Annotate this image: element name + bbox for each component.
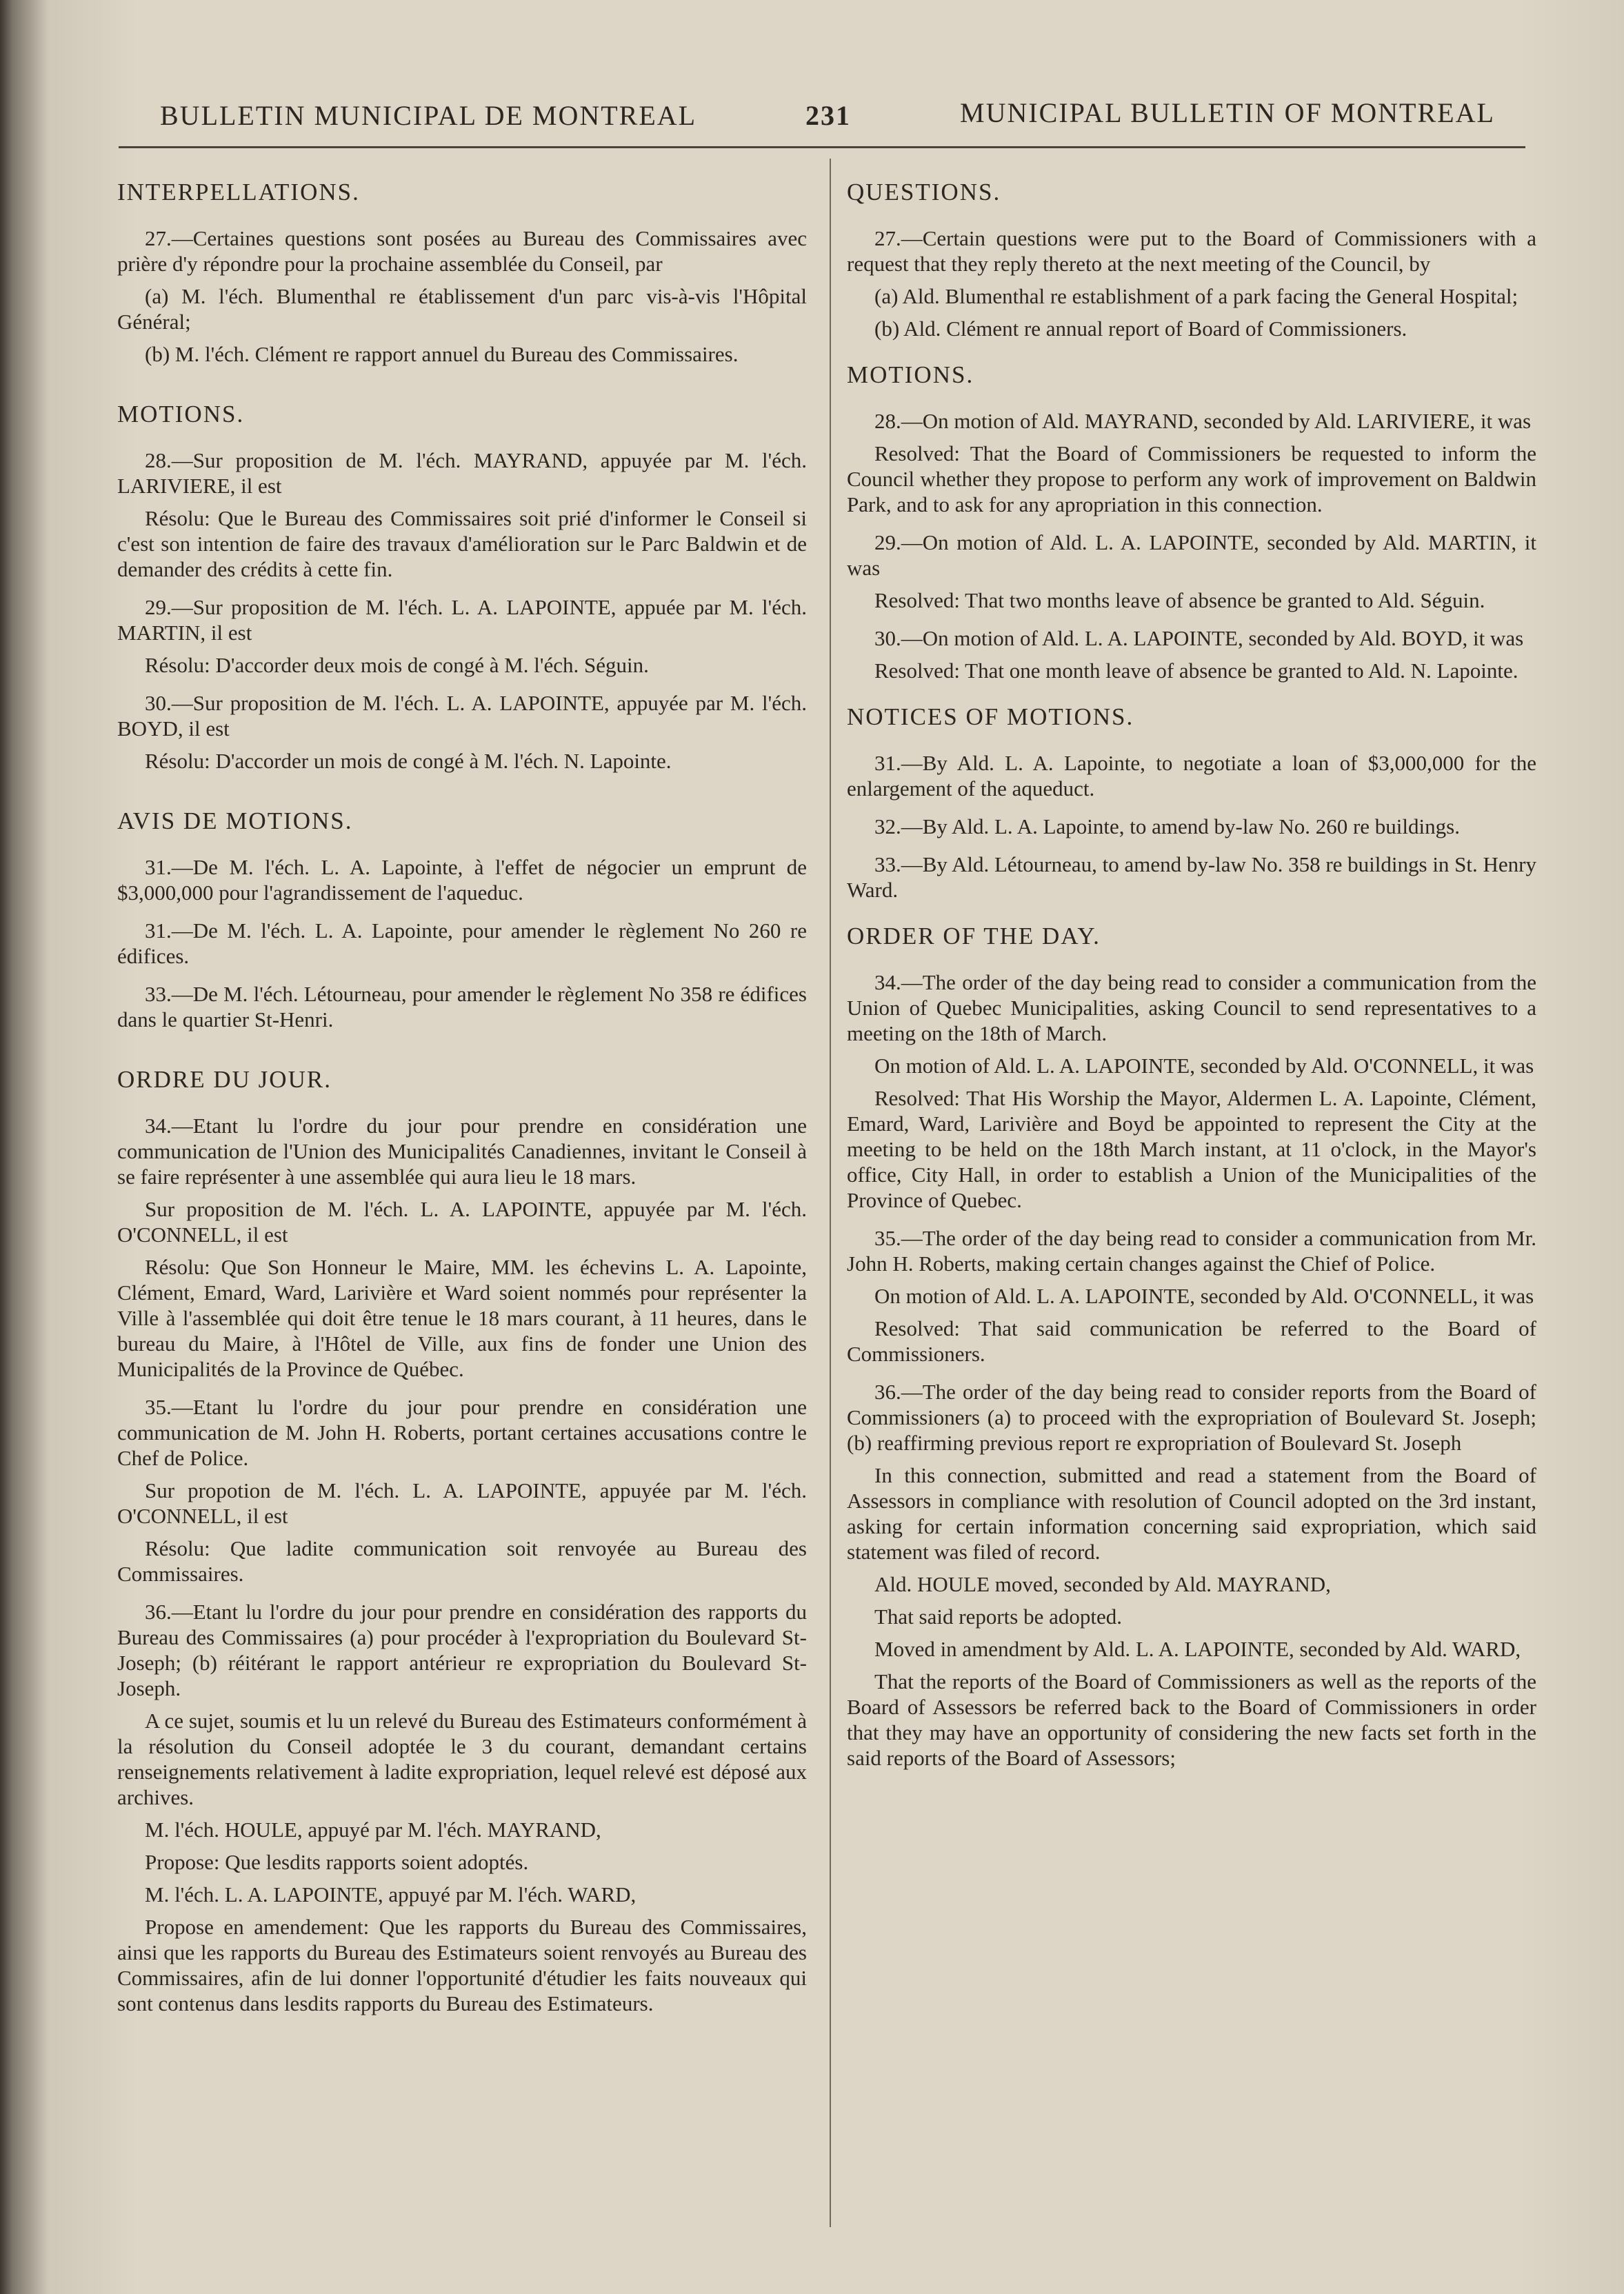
paragraph: Ald. HOULE moved, seconded by Ald. MAYRAND, xyxy=(874,1572,1331,1596)
paragraph: M. l'éch. L. A. LAPOINTE, appuyé par M. l'éch. WARD, xyxy=(145,1882,636,1906)
paragraph: In this connection, submitted and read a statement from the Board of Assessors in compliance with resolution of Council adopted on the 3rd instant, asking for certain information concerning said expropriation, which said statement was filed of record. xyxy=(847,1463,1536,1564)
paragraph: 35.—Etant lu l'ordre du jour pour prendre en considération une communication de M. John H. Roberts, portant certaines accusations contre le Chef de Police. xyxy=(117,1395,807,1470)
section-heading: INTERPELLATIONS. xyxy=(117,179,360,205)
section-heading: QUESTIONS. xyxy=(847,179,1001,205)
paragraph: Resolved: That His Worship the Mayor, Aldermen L. A. Lapointe, Clément, Emard, Ward, Larivière and Boyd be appointed to represent the City at the meeting to be held on the 18th March instant, at 11 o'clock, in the Mayor's office, City Hall, in order to establish a Union of the Municipalities of the Province of Quebec. xyxy=(847,1086,1536,1212)
paragraph: On motion of Ald. L. A. LAPOINTE, seconded by Ald. O'CONNELL, it was xyxy=(874,1284,1534,1308)
paragraph: Résolu: Que ladite communication soit renvoyée au Bureau des Commissaires. xyxy=(117,1536,807,1586)
paragraph: 32.—By Ald. L. A. Lapointe, to amend by-law No. 260 re buildings. xyxy=(874,814,1460,838)
paragraph: 33.—By Ald. Létourneau, to amend by-law No. 358 re buildings in St. Henry Ward. xyxy=(847,852,1537,902)
paragraph: Resolved: That one month leave of absence be granted to Ald. N. Lapointe. xyxy=(874,658,1518,683)
paragraph: Resolved: That two months leave of absence be granted to Ald. Séguin. xyxy=(874,588,1485,612)
section-heading: NOTICES OF MOTIONS. xyxy=(847,703,1134,730)
paragraph: 28.—On motion of Ald. MAYRAND, seconded by Ald. LARIVIERE, it was xyxy=(874,409,1532,433)
paragraph: M. l'éch. HOULE, appuyé par M. l'éch. MAYRAND, xyxy=(145,1818,601,1842)
paragraph: 28.—Sur proposition de M. l'éch. MAYRAND, appuyée par M. l'éch. LARIVIERE, il est xyxy=(117,448,807,498)
paragraph: A ce sujet, soumis et lu un relevé du Bureau des Estimateurs conformément à la résolution du Conseil adoptée le 3 du courant, demandant certains renseignements relativement à ladite expropriation, lequel relevé est déposé aux archives. xyxy=(117,1709,807,1809)
paragraph: Sur proposition de M. l'éch. L. A. LAPOINTE, appuyée par M. l'éch. O'CONNELL, il est xyxy=(117,1197,807,1247)
paragraph: Résolu: Que Son Honneur le Maire, MM. les échevins L. A. Lapointe, Clément, Emard, Ward, Larivière et Ward soient nommés pour représenter la Ville à l'assemblée qui doit être tenue le 18 mars courant, à 11 heures, dans le bureau du Maire, à l'Hôtel de Ville, aux fins de fonder une Union des Municipalités de la Province de Québec. xyxy=(117,1255,807,1381)
paragraph: 33.—De M. l'éch. Létourneau, pour amender le règlement No 358 re édifices dans le quartier St-Henri. xyxy=(117,982,807,1032)
paragraph: 31.—De M. l'éch. L. A. Lapointe, à l'effet de négocier un emprunt de $3,000,000 pour l'agrandissement de l'aqueduc. xyxy=(117,855,807,905)
section-heading: ORDER OF THE DAY. xyxy=(847,923,1101,949)
paragraph: Résolu: D'accorder deux mois de congé à M. l'éch. Séguin. xyxy=(145,653,649,677)
paragraph: (a) M. l'éch. Blumenthal re établissement d'un parc vis-à-vis l'Hôpital Général; xyxy=(117,284,807,334)
paragraph: Moved in amendment by Ald. L. A. LAPOINTE, seconded by Ald. WARD, xyxy=(874,1637,1521,1661)
paragraph: 35.—The order of the day being read to consider a communication from Mr. John H. Roberts, making certain changes against the Chief of Police. xyxy=(847,1226,1536,1276)
paragraph: On motion of Ald. L. A. LAPOINTE, seconded by Ald. O'CONNELL, it was xyxy=(874,1054,1534,1078)
paragraph: 27.—Certain questions were put to the Board of Commissioners with a request that they reply thereto at the next meeting of the Council, by xyxy=(847,226,1536,276)
paragraph: 34.—Etant lu l'ordre du jour pour prendre en considération une communication de l'Union des Municipalités Canadiennes, invitant le Conseil à se faire représenter à une assemblée qui aura lieu le 18 mars. xyxy=(117,1114,807,1189)
paragraph: Resolved: That the Board of Commissioners be requested to inform the Council whether they propose to perform any work of improvement on Baldwin Park, and to ask for any apropriation in this connection. xyxy=(847,441,1536,516)
page-header xyxy=(0,91,1624,132)
paragraph: Résolu: D'accorder un mois de congé à M. l'éch. N. Lapointe. xyxy=(145,749,672,773)
column-divider xyxy=(830,159,831,2227)
english-column xyxy=(847,165,1536,1778)
paragraph: 34.—The order of the day being read to consider a communication from the Union of Quebec Municipalities, asking Council to send representatives to a meeting on the 18th of March. xyxy=(847,970,1536,1045)
paragraph: 31.—De M. l'éch. L. A. Lapointe, pour amender le règlement No 260 re édifices. xyxy=(117,918,807,968)
paragraph: 31.—By Ald. L. A. Lapointe, to negotiate a loan of $3,000,000 for the enlargement of the aqueduct. xyxy=(847,751,1536,801)
paragraph: (b) Ald. Clément re annual report of Board of Commissioners. xyxy=(874,316,1407,341)
paragraph: (a) Ald. Blumenthal re establishment of a park facing the General Hospital; xyxy=(874,284,1518,308)
paragraph: That said reports be adopted. xyxy=(874,1604,1122,1629)
french-column xyxy=(117,165,807,2023)
paragraph: 29.—On motion of Ald. L. A. LAPOINTE, seconded by Ald. MARTIN, it was xyxy=(847,530,1536,580)
paragraph: 30.—On motion of Ald. L. A. LAPOINTE, seconded by Ald. BOYD, it was xyxy=(874,626,1524,650)
paragraph: That the reports of the Board of Commissioners as well as the reports of the Board of Assessors be referred back to the Board of Commissioners in order that they may have an opportunity of considering the new facts set forth in the said reports of the Board of Assessors; xyxy=(847,1669,1536,1770)
header-right-title: MUNICIPAL BULLETIN OF MONTREAL xyxy=(960,97,1495,128)
paragraph: Propose: Que lesdits rapports soient adoptés. xyxy=(145,1850,529,1874)
header-left-title: BULLETIN MUNICIPAL DE MONTREAL xyxy=(160,100,697,131)
section-heading: ORDRE DU JOUR. xyxy=(117,1066,332,1093)
section-heading: MOTIONS. xyxy=(117,401,245,427)
paragraph: Sur propotion de M. l'éch. L. A. LAPOINTE, appuyée par M. l'éch. O'CONNELL, il est xyxy=(117,1478,807,1528)
section-heading: AVIS DE MOTIONS. xyxy=(117,807,353,834)
paragraph: (b) M. l'éch. Clément re rapport annuel du Bureau des Commissaires. xyxy=(145,342,739,366)
paragraph: 27.—Certaines questions sont posées au Bureau des Commissaires avec prière d'y répondre pour la prochaine assemblée du Conseil, par xyxy=(117,226,807,276)
paragraph: 36.—Etant lu l'ordre du jour pour prendre en considération des rapports du Bureau des Commissaires (a) pour procéder à l'expropriation du Boulevard St-Joseph; (b) réitérant le rapport antérieur re expropriation du Boulevard St-Joseph. xyxy=(117,1600,807,1700)
paragraph: 36.—The order of the day being read to consider reports from the Board of Commissioners (a) to proceed with the expropriation of Boulevard St. Joseph; (b) reaffirming previous report re expropriation of Boulevard St. Joseph xyxy=(847,1380,1536,1455)
paragraph: Résolu: Que le Bureau des Commissaires soit prié d'informer le Conseil si c'est son intention de faire des travaux d'amélioration sur le Parc Baldwin et de demander des crédits à cette fin. xyxy=(117,506,807,581)
paragraph: 29.—Sur proposition de M. l'éch. L. A. LAPOINTE, appuée par M. l'éch. MARTIN, il est xyxy=(117,595,807,645)
page-number: 231 xyxy=(805,100,851,131)
paragraph: Resolved: That said communication be referred to the Board of Commissioners. xyxy=(847,1316,1536,1366)
paragraph: 30.—Sur proposition de M. l'éch. L. A. LAPOINTE, appuyée par M. l'éch. BOYD, il est xyxy=(117,691,807,741)
paragraph: Propose en amendement: Que les rapports du Bureau des Commissaires, ainsi que les rapports du Bureau des Estimateurs soient renvoyés au Bureau des Commissaires, afin de lui donner l'opportunité d'étudier les faits nouveaux qui sont contenus dans lesdits rapports du Bureau des Estimateurs. xyxy=(117,1915,807,2015)
header-rule xyxy=(119,146,1525,148)
section-heading: MOTIONS. xyxy=(847,361,974,388)
